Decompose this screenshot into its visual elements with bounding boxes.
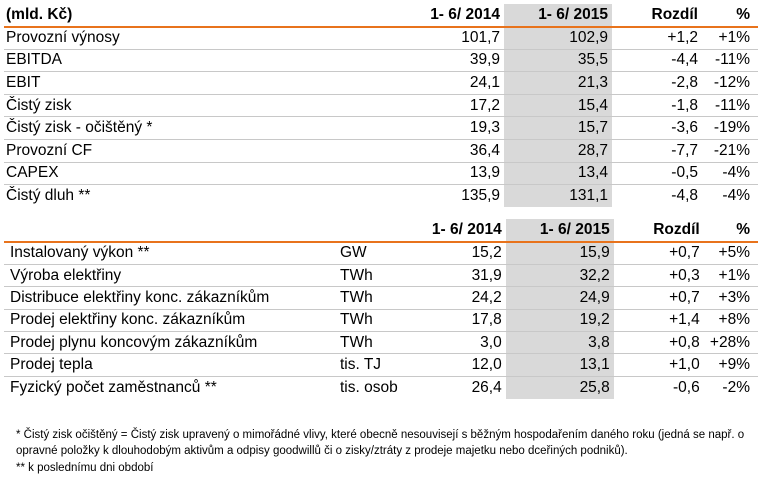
table-row (4, 94, 758, 117)
row-label: Čistý zisk - očištěný * (4, 117, 390, 140)
value-pct: +8% (704, 309, 758, 331)
header-2015: 1- 6/ 2015 (504, 4, 612, 27)
value-2015: 15,9 (506, 242, 614, 264)
value-2015: 19,2 (506, 309, 614, 331)
row-label: Čistý zisk (4, 94, 390, 117)
value-diff: -1,8 (612, 94, 702, 117)
row-label: CAPEX (4, 162, 390, 185)
value-2015: 15,7 (504, 117, 612, 140)
value-2015: 24,9 (506, 287, 614, 309)
row-unit: TWh (338, 264, 398, 286)
value-2014: 26,4 (471, 378, 502, 396)
value-diff: +1,0 (614, 354, 704, 376)
value-pct: -4% (702, 162, 758, 185)
row-label: EBIT (4, 72, 390, 95)
financial-table (4, 4, 758, 207)
footnote-period-end: ** k poslednímu dni období (16, 462, 154, 474)
row-unit: GW (338, 242, 398, 264)
row-unit: tis. osob (340, 378, 398, 396)
header-unit: (mld. Kč) (4, 4, 390, 27)
value-diff: +0,3 (614, 264, 704, 286)
table-row (4, 287, 758, 309)
row-label: Provozní výnosy (4, 27, 390, 50)
value-diff: +1,4 (614, 309, 704, 331)
value-pct: -12% (702, 72, 758, 95)
row-label: EBITDA (4, 49, 390, 72)
value-2014: 19,3 (390, 117, 504, 140)
table-row (4, 354, 758, 376)
table-row (4, 376, 758, 398)
financial-table-header (4, 4, 758, 27)
header-pct: % (704, 219, 758, 242)
value-diff: -3,6 (612, 117, 702, 140)
row-label: Provozní CF (4, 140, 390, 163)
value-diff: -7,7 (612, 140, 702, 163)
row-unit: TWh (338, 309, 398, 331)
header-pct: % (702, 4, 758, 27)
row-unit: TWh (338, 287, 398, 309)
table-row (4, 332, 758, 354)
value-pct: +1% (704, 264, 758, 286)
value-2015: 13,1 (506, 354, 614, 376)
table-row (4, 140, 758, 163)
value-2014: 15,2 (398, 242, 506, 264)
table-row (4, 309, 758, 331)
row-label: Distribuce elektřiny konc. zákazníkům (4, 287, 338, 309)
value-2014: 101,7 (390, 27, 504, 50)
value-diff: -0,6 (673, 378, 700, 396)
value-2014: 24,2 (398, 287, 506, 309)
value-2015: 28,7 (504, 140, 612, 163)
value-2015: 131,1 (504, 185, 612, 208)
value-pct: +9% (704, 354, 758, 376)
table-row (4, 185, 758, 208)
value-pct: +1% (702, 27, 758, 50)
row-label: Výroba elektřiny (4, 264, 338, 286)
row-unit: tis. TJ (338, 354, 398, 376)
value-2014: 17,2 (390, 94, 504, 117)
value-diff: -4,4 (612, 49, 702, 72)
header-2014: 1- 6/ 2014 (398, 219, 506, 242)
header-diff: Rozdíl (614, 219, 704, 242)
table-row (4, 242, 758, 264)
value-2014: 31,9 (398, 264, 506, 286)
value-2014: 3,0 (398, 332, 506, 354)
header-unit (338, 219, 398, 242)
header-2014: 1- 6/ 2014 (390, 4, 504, 27)
value-pct: -11% (702, 94, 758, 117)
table-row (4, 162, 758, 185)
table-row (4, 264, 758, 286)
value-2015: 102,9 (504, 27, 612, 50)
row-unit: TWh (338, 332, 398, 354)
value-2015: 15,4 (504, 94, 612, 117)
value-diff: +0,7 (614, 287, 704, 309)
value-diff: +1,2 (612, 27, 702, 50)
value-2014: 24,1 (390, 72, 504, 95)
table-row (4, 72, 758, 95)
value-2015: 13,4 (504, 162, 612, 185)
value-2015: 21,3 (504, 72, 612, 95)
row-label: Prodej elektřiny konc. zákazníkům (4, 309, 338, 331)
value-diff: -0,5 (612, 162, 702, 185)
value-pct: -4% (722, 187, 750, 205)
value-2014: 17,8 (398, 309, 506, 331)
value-pct: +28% (704, 332, 758, 354)
value-2014: 36,4 (390, 140, 504, 163)
table-row (4, 27, 758, 50)
value-2015: 32,2 (506, 264, 614, 286)
value-diff: +0,7 (614, 242, 704, 264)
table-row (4, 49, 758, 72)
footnote-adjusted-profit: * Čistý zisk očištěný = Čistý zisk upravený o mimořádné vlivy, které obecně nesouvisejí s běžným hospodařením daného roku (jedná se např. o opravné položky k dlouhodobým aktivům a odpisy goodwillů či o zisky/ztráty z prodeje majetku nebo dceřiných podniků). (16, 429, 745, 457)
header-label (4, 219, 338, 242)
row-label: Prodej tepla (4, 354, 338, 376)
value-diff: +0,8 (614, 332, 704, 354)
row-label: Fyzický počet zaměstnanců ** (10, 378, 217, 396)
value-2014: 13,9 (390, 162, 504, 185)
value-2014: 12,0 (398, 354, 506, 376)
value-2014: 135,9 (461, 187, 500, 205)
value-diff: -2,8 (612, 72, 702, 95)
value-2015: 3,8 (506, 332, 614, 354)
value-pct: +3% (704, 287, 758, 309)
header-diff: Rozdíl (612, 4, 702, 27)
row-label: Čistý dluh ** (6, 187, 91, 205)
value-2015: 35,5 (504, 49, 612, 72)
value-2014: 39,9 (390, 49, 504, 72)
value-pct: -2% (722, 378, 750, 396)
value-pct: -11% (702, 49, 758, 72)
operational-table-header (4, 219, 758, 242)
value-2015: 25,8 (506, 376, 614, 398)
row-label: Prodej plynu koncovým zákazníkům (4, 332, 338, 354)
table-row (4, 117, 758, 140)
value-pct: +5% (704, 242, 758, 264)
value-pct: -19% (702, 117, 758, 140)
row-label: Instalovaný výkon ** (4, 242, 338, 264)
header-2015: 1- 6/ 2015 (506, 219, 614, 242)
value-diff: -4,8 (671, 187, 698, 205)
operational-table (4, 219, 758, 399)
value-pct: -21% (702, 140, 758, 163)
